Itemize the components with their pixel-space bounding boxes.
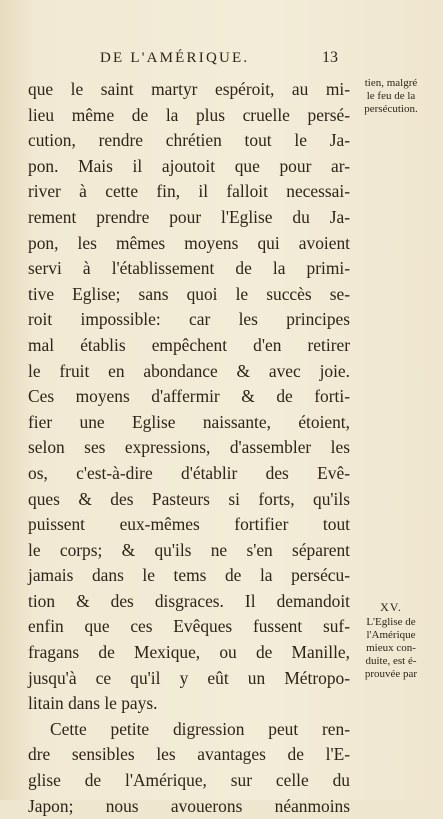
- margin-note-line: le feu de la: [366, 90, 416, 102]
- text-line: fier une Eglise naissante, étoient,: [28, 411, 350, 432]
- text-line: ques & des Pasteurs si forts, qu'ils: [28, 488, 350, 509]
- text-line: enfin que ces Evêques fussent suf-: [28, 616, 350, 637]
- text-line: roit impossible: car les principes: [28, 309, 350, 330]
- text-line: Ces moyens d'affermir & de forti-: [28, 386, 350, 407]
- section-number: XV.: [380, 600, 402, 614]
- text-line: rement prendre pour l'Eglise du Ja-: [28, 206, 350, 227]
- text-line: servi à l'établissement de la primi-: [28, 258, 350, 279]
- margin-note-top: [351, 77, 431, 116]
- margin-note-bottom: [351, 601, 431, 681]
- text-line: river à cette fin, il falloit necessai-: [28, 181, 350, 202]
- paragraph-first-line: Cette petite digression peut ren-: [50, 718, 350, 739]
- margin-note-line: prouvée par: [364, 668, 418, 680]
- text-line: litain dans le pays.: [28, 693, 158, 714]
- text-line: puissent eux-mêmes fortifier tout: [28, 514, 350, 535]
- text-line: os, c'est-à-dire d'établir des Evê-: [28, 462, 350, 483]
- text-line: selon ses expressions, d'assembler les: [28, 437, 350, 458]
- margin-note-line: duite, est é-: [365, 655, 417, 667]
- text-line: dre sensibles les avantages de l'E-: [28, 744, 350, 765]
- text-line: lieu même de la plus cruelle persé-: [28, 104, 350, 125]
- text-line: cution, rendre chrétien tout le Ja-: [28, 130, 350, 151]
- text-line: pon. Mais il ajoutoit que pour ar-: [28, 155, 350, 176]
- text-line: glise de l'Amérique, sur celle du: [28, 770, 350, 791]
- margin-note-line: tien, malgré: [364, 77, 418, 89]
- text-line: le fruit en abondance & avec joie.: [28, 360, 350, 381]
- page-number: 13: [322, 49, 338, 66]
- margin-note-line: l'Amérique: [366, 629, 416, 641]
- margin-note-line: persécution.: [364, 103, 418, 115]
- text-line: Japon; nous avouerons néanmoins: [28, 795, 350, 816]
- body-text: [28, 77, 350, 819]
- text-line: le corps; & qu'ils ne s'en séparent: [28, 539, 350, 560]
- text-line: tion & des disgraces. Il demandoit: [28, 590, 350, 611]
- text-line: jusqu'à ce qu'il y eût un Métropo-: [28, 667, 350, 688]
- running-head-title: DE L'AMÉRIQUE.: [100, 50, 250, 66]
- text-line: fragans de Mexique, ou de Manille,: [28, 642, 350, 663]
- text-line: tive Eglise; sans quoi le succès se-: [28, 283, 350, 304]
- text-line: jamais dans le tems de la persécu-: [28, 565, 350, 586]
- text-line: pon, les mêmes moyens qui avoient: [28, 232, 350, 253]
- text-line: mal établis empêchent d'en retirer: [28, 334, 350, 355]
- running-head: [0, 50, 443, 72]
- margin-note-line: L'Eglise de: [366, 616, 416, 628]
- text-line: que le saint martyr espéroit, au mi-: [28, 79, 350, 99]
- margin-note-line: mieux con-: [366, 642, 416, 654]
